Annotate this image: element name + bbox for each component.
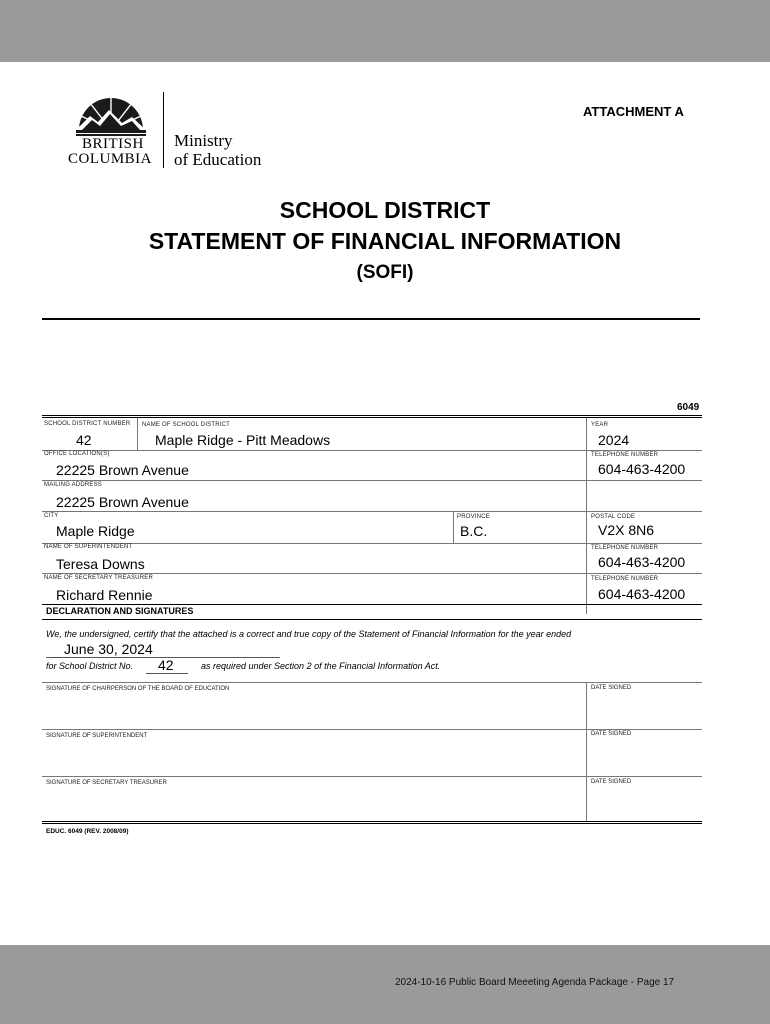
label-district-number: SCHOOL DISTRICT NUMBER <box>44 421 131 427</box>
page-title-line2: STATEMENT OF FINANCIAL INFORMATION <box>148 228 622 254</box>
mailing-address-value: 22225 Brown Avenue <box>56 494 189 510</box>
signature-bottom-rule <box>42 821 702 822</box>
district-number-value: 42 <box>76 432 92 448</box>
declaration-rule <box>42 619 702 620</box>
logo-text-british: BRITISH <box>82 136 144 152</box>
row1-rule <box>42 450 702 451</box>
footer-page-label: 2024-10-16 Public Board Meeeting Agenda Package - Page 17 <box>395 977 675 988</box>
signature-secretary-label: SIGNATURE OF SECRETARY TREASURER <box>46 780 167 786</box>
label-superintendent: NAME OF SUPERINTENDENT <box>44 544 133 550</box>
secretary-phone-value: 604-463-4200 <box>598 586 686 602</box>
label-office-telephone: TELEPHONE NUMBER <box>591 452 659 458</box>
year-value: 2024 <box>598 432 630 448</box>
attachment-label: ATTACHMENT A <box>583 104 684 119</box>
form-top-rule-2 <box>42 417 702 418</box>
district-name-value: Maple Ridge - Pitt Meadows <box>155 432 331 448</box>
top-bar <box>0 0 770 62</box>
label-superintendent-telephone: TELEPHONE NUMBER <box>591 545 659 551</box>
year-ended-value: June 30, 2024 <box>64 641 153 657</box>
row3-rule <box>42 511 702 512</box>
office-phone-value: 604-463-4200 <box>598 461 686 477</box>
row2-rule <box>42 480 702 481</box>
label-district-name: NAME OF SCHOOL DISTRICT <box>142 422 231 428</box>
signature-bottom-rule-2 <box>42 823 702 824</box>
date-signed-secretary-label: DATE SIGNED <box>591 779 632 785</box>
office-location-value: 22225 Brown Avenue <box>56 462 189 478</box>
form-code: EDUC. 6049 (REV. 2008/09) <box>46 828 129 835</box>
declaration-district-no: 42 <box>158 657 174 673</box>
label-office-location: OFFICE LOCATION(S) <box>44 451 110 457</box>
signature-rule-1 <box>42 729 702 730</box>
logo-text-ministry: Ministry <box>174 131 233 150</box>
form-top-rule <box>42 415 702 416</box>
bc-ministry-logo <box>50 78 270 186</box>
bc-sun-mountain-icon <box>76 90 146 138</box>
label-mailing-address: MAILING ADDRESS <box>44 482 103 488</box>
row6-rule <box>42 604 702 605</box>
row4-divider <box>453 511 454 544</box>
declaration-heading: DECLARATION AND SIGNATURES <box>46 606 194 616</box>
signature-rule-2 <box>42 776 702 777</box>
label-postal-code: POSTAL CODE <box>591 514 636 520</box>
label-secretary-telephone: TELEPHONE NUMBER <box>591 576 659 582</box>
label-city: CITY <box>44 513 59 519</box>
right-column-divider <box>586 418 587 614</box>
district-no-underline <box>146 673 188 674</box>
date-signed-chairperson-label: DATE SIGNED <box>591 685 632 691</box>
superintendent-value: Teresa Downs <box>56 556 145 572</box>
province-value: B.C. <box>460 523 488 539</box>
signature-superintendent-label: SIGNATURE OF SUPERINTENDENT <box>46 733 148 739</box>
label-year: YEAR <box>591 422 609 428</box>
city-value: Maple Ridge <box>56 523 135 539</box>
title-divider <box>42 318 700 320</box>
date-signed-superintendent-label: DATE SIGNED <box>591 731 632 737</box>
signature-chairperson-label: SIGNATURE OF CHAIRPERSON OF THE BOARD OF EDUCATION <box>46 686 230 692</box>
row1-divider-a <box>137 418 138 450</box>
for-district-text: for School District No. <box>46 661 134 671</box>
row5-rule <box>42 573 702 574</box>
logo-text-columbia: COLUMBIA <box>68 151 153 167</box>
signature-date-divider <box>586 682 587 822</box>
signature-top-rule <box>42 682 702 683</box>
row4-rule <box>42 543 702 544</box>
page-title-line1: SCHOOL DISTRICT <box>279 197 491 223</box>
logo-text-education: of Education <box>174 150 262 169</box>
superintendent-phone-value: 604-463-4200 <box>598 554 686 570</box>
label-province: PROVINCE <box>457 514 490 520</box>
logo-divider <box>163 92 164 168</box>
page-title-line3: (SOFI) <box>356 262 414 283</box>
label-secretary-treasurer: NAME OF SECRETARY TREASURER <box>44 575 153 581</box>
as-required-text: as required under Section 2 of the Financial Information Act. <box>201 661 441 671</box>
secretary-treasurer-value: Richard Rennie <box>56 587 153 603</box>
form-number: 6049 <box>677 402 700 413</box>
declaration-statement: We, the undersigned, certify that the attached is a correct and true copy of the Statement of Financial Information for the year ended <box>46 629 572 639</box>
postal-code-value: V2X 8N6 <box>598 522 655 538</box>
